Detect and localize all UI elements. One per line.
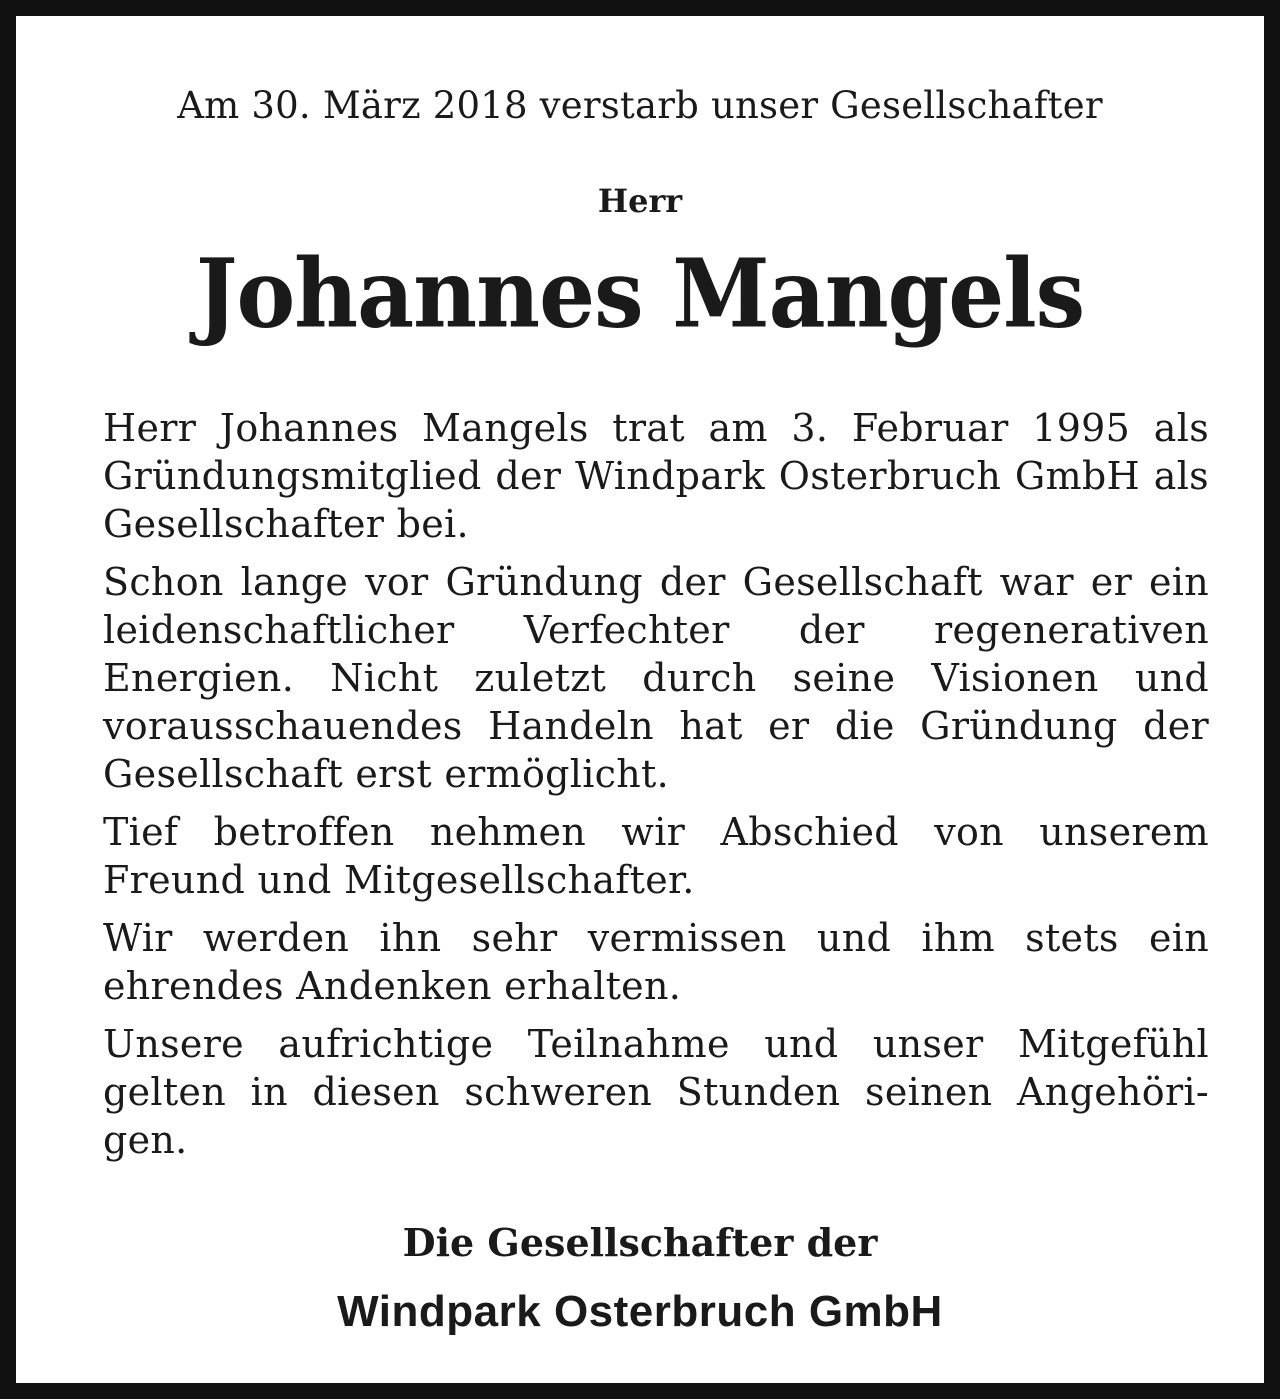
notice-body [103,404,1209,1174]
paragraph-founding: Herr Johannes Mangels trat am 3. Februar 1995 als Gründungsmitglied der Windpark Osterbruch GmbH als Gesellschafter bei. [103,406,1209,546]
signature-line: Die Gesellschafter der [402,1220,878,1265]
paragraph-farewell: Tief betroffen nehmen wir Abschied von unserem Freund und Mitgesellschafter. [103,810,1209,902]
intro-line: Am 30. März 2018 verstarb unser Gesellschafter [177,84,1103,127]
paragraph-remembrance: Wir werden ihn sehr vermissen und ihm stets ein ehrendes Andenken erhalten. [103,916,1209,1008]
salutation: Herr [597,182,683,220]
paragraph-condolence: Unsere aufrichtige Teilnahme und unser Mitgefühl gelten in diesen schweren Stunden seinen Angehöri-gen. [103,1022,1209,1162]
company-name: Windpark Osterbruch GmbH [337,1287,943,1336]
deceased-name: Johannes Mangels [195,236,1085,350]
paragraph-vision: Schon lange vor Gründung der Gesellschaft war er ein leidenschaftlicher Verfechter der regenerativen Energien. Nicht zuletzt durch seine Visionen und vorausschauendes Handeln hat er die Gründung der Gesellschaft erst ermöglicht. [103,560,1209,796]
